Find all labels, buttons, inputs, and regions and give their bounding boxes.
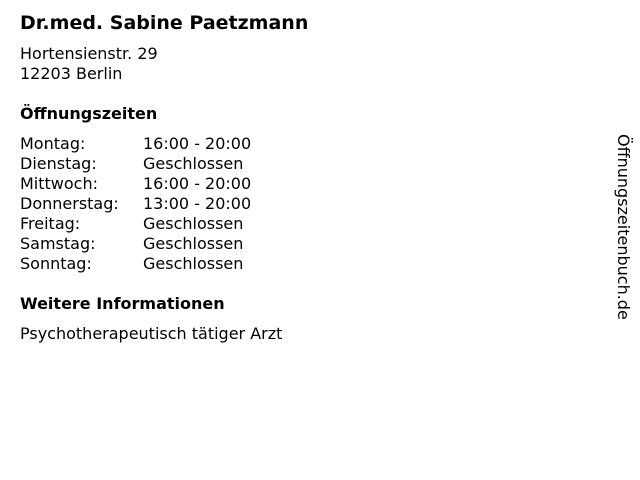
- day-time: Geschlossen: [143, 254, 244, 273]
- more-info-text: Psychotherapeutisch tätiger Arzt: [20, 324, 283, 343]
- address-street: Hortensienstr. 29: [20, 44, 158, 63]
- hours-row-tuesday: [20, 154, 251, 174]
- day-time: Geschlossen: [143, 214, 244, 233]
- address: [20, 44, 158, 84]
- day-label: Mittwoch:: [20, 174, 98, 193]
- opening-hours-table: [20, 134, 251, 274]
- day-label: Dienstag:: [20, 154, 97, 173]
- hours-row-wednesday: [20, 174, 251, 194]
- hours-row-sunday: [20, 254, 251, 274]
- day-time: 16:00 - 20:00: [143, 134, 252, 153]
- more-info-heading: Weitere Informationen: [20, 294, 225, 313]
- hours-row-thursday: [20, 194, 251, 214]
- day-label: Montag:: [20, 134, 86, 153]
- day-time: Geschlossen: [143, 154, 244, 173]
- hours-row-saturday: [20, 234, 251, 254]
- hours-row-monday: [20, 134, 251, 154]
- day-label: Freitag:: [20, 214, 81, 233]
- day-label: Sonntag:: [20, 254, 92, 273]
- day-time: 16:00 - 20:00: [143, 174, 252, 193]
- hours-row-friday: [20, 214, 251, 234]
- practice-name: Dr.med. Sabine Paetzmann: [20, 12, 309, 34]
- address-city: 12203 Berlin: [20, 64, 123, 83]
- site-watermark: Öffnungszeitenbuch.de: [614, 134, 633, 320]
- day-time: 13:00 - 20:00: [143, 194, 252, 213]
- day-label: Donnerstag:: [20, 194, 119, 213]
- day-label: Samstag:: [20, 234, 96, 253]
- opening-hours-heading: Öffnungszeiten: [20, 104, 158, 123]
- day-time: Geschlossen: [143, 234, 244, 253]
